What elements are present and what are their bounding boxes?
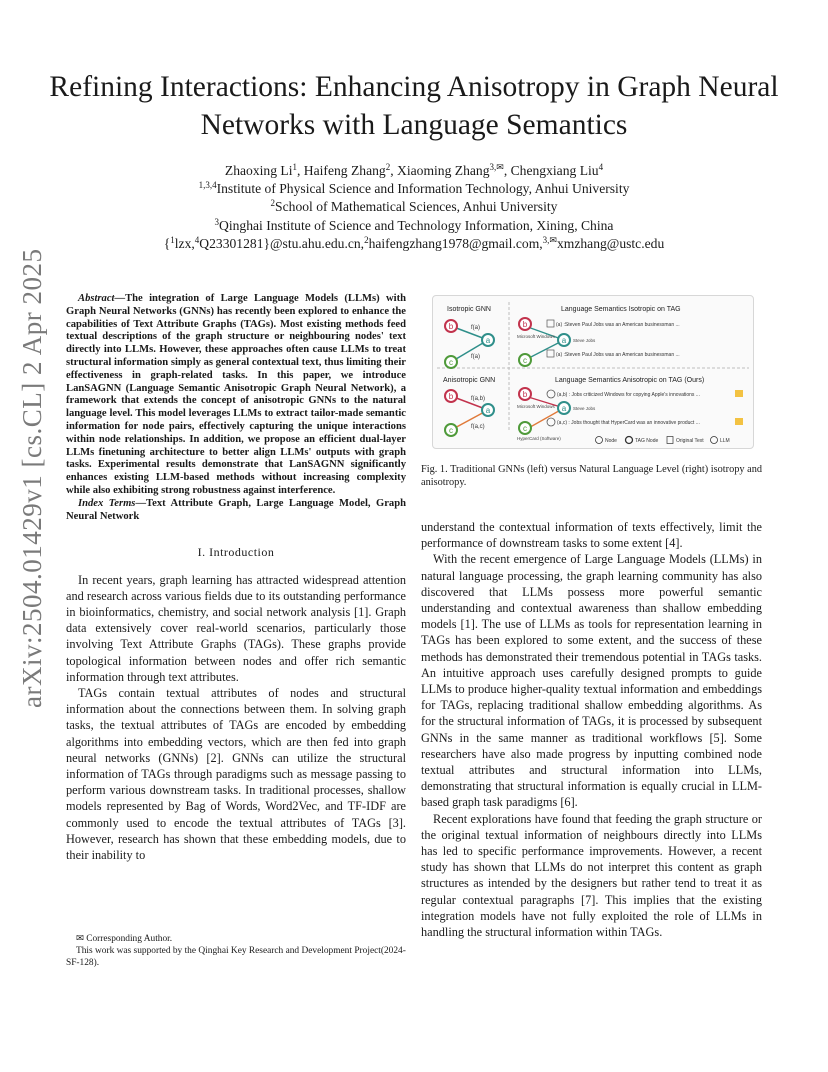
node-caption: Microsoft Windows — [517, 334, 555, 339]
index-terms-label: Index Terms — [78, 497, 136, 509]
abstract — [66, 293, 406, 498]
node-label: b — [448, 392, 454, 401]
legend-tag-node-icon — [626, 437, 633, 444]
paragraph: understand the contextual information of texts effectively, limit the performance of downstream tasks to some extent [4]. — [421, 520, 762, 551]
legend-node-icon — [596, 437, 603, 444]
author-name: Zhaoxing Li — [224, 163, 293, 178]
author-name: , Xiaoming Zhang — [390, 163, 490, 178]
node-caption: HyperCard (Software) — [517, 436, 561, 441]
index-terms-text: —Text Attribute Graph, Large Language Model, Graph Neural Network — [66, 497, 406, 522]
abstract-label: Abstract — [78, 293, 115, 304]
highlight-icon — [735, 418, 743, 425]
affiliation-marker: 1 — [292, 162, 297, 172]
author-name: , Chengxiang Liu — [503, 163, 599, 178]
author-emails: {$^1$lzx,$^4$Q23301281}@stu.ahu.edu.cn,$^2$haifengzhang1978@gmail.com,$^{3,✉}$xmzhang@ustc.edu — [163, 234, 665, 251]
highlight-icon — [735, 390, 743, 397]
figure-1 — [432, 295, 754, 449]
node-label: b — [448, 322, 454, 331]
paragraph: TAGs contain textual attributes of nodes and structural information about the connections between them. In solving graph tasks, the textual attributes of TAGs are encoded by embedding algorithms into embedding vectors, which are then fed into graph neural networks (GNNs) [2]. GNNs can utilize the structural information of TAGs through paradigms such as message passing to perform various downstream tasks. In traditional processes, shallow models represented by Bag of Words, Word2Vec, and TF-IDF are commonly used to encode the textual attributes of TAGs [3]. However, research has shown that these embedding models, due to their inability to — [66, 685, 406, 862]
paragraph: Recent explorations have found that feeding the graph structure or the original textual information of neighbours directly into LLMs has led to specific performance improvements. However, a recent study has shown that LLMs do not interpret this content as graph structures as intended by the designers but rather tend to treat it as regular contextual paragraphs [7]. This implies that the existing integration models have not fully exploited the role of LLMs in handling the structural information within TAGs. — [421, 811, 762, 940]
text-snippet: (a) :Steven Paul Jobs was an American businessman ... — [556, 322, 680, 328]
node-label: a — [561, 336, 567, 345]
left-column — [66, 293, 406, 863]
node-label: b — [522, 320, 528, 329]
affiliation-marker: 4 — [598, 162, 604, 172]
node-label: a — [485, 336, 491, 345]
function-label: f(a) — [471, 354, 480, 360]
footnote: ✉ Corresponding Author. — [76, 934, 173, 944]
function-label: f(a) — [471, 325, 480, 331]
abstract-text: —The integration of Large Language Models (LLMs) with Graph Neural Networks (GNNs) has recently been explored to enhance the capabilities of Text Attribute Graphs (TAGs). Most existing methods feed textual descriptions of the graph structure or neighbouring nodes' text directly into LLMs. However, these approaches often cause LLMs to treat structural information simply as general contextual text, thus limiting their effectiveness in graph-related tasks. In this paper, we introduce LanSAGNN (Language Semantic Anisotropic Graph Neural Network), a framework that extends the concept of anisotropic GNNs to the natural language level. This model leverages LLMs to extract tailor-made semantic information for node pairs, effectively capturing the unique interactions within node relationships. In addition, we propose an efficient dual-layer LLMs finetuning architecture to better align LLMs' outputs with graph tasks. Experimental results demonstrate that LanSAGNN significantly enhances existing LLM-based methods without increasing complexity while also exhibiting strong robustness against interference. — [66, 293, 406, 496]
document-icon — [547, 350, 554, 357]
legend-label: Original Text — [676, 438, 704, 444]
panel-title: Anisotropic GNN — [443, 377, 496, 384]
legend-label: Node — [605, 438, 617, 444]
legend-text-icon — [667, 437, 673, 444]
section-heading: I. Introduction — [197, 545, 275, 560]
function-label: f(a,b) — [471, 396, 486, 402]
paper-title: Refining Interactions: Enhancing Anisotropy in Graph Neural Networks with Language Semantics — [49, 71, 779, 141]
node-caption: Steve Jobs — [573, 338, 596, 343]
node-caption: Microsoft Windows — [517, 404, 555, 409]
node-label: a — [485, 406, 491, 415]
footnote: This work was supported by the Qinghai Key Research and Development Project(2024-SF-128). — [66, 946, 406, 968]
panel-title: Isotropic GNN — [447, 306, 491, 313]
legend — [596, 437, 730, 445]
right-column — [421, 519, 762, 940]
index-terms — [66, 498, 406, 524]
panel-title: Language Semantics Isotropic on TAG — [561, 306, 681, 313]
figure-diagram — [433, 296, 753, 448]
node-label: c — [523, 356, 527, 365]
arxiv-stamp: arXiv:2504.01429v1 [cs.CL] 2 Apr 2025 — [17, 248, 47, 708]
node-label: b — [522, 390, 528, 399]
paragraph: In recent years, graph learning has attracted widespread attention and research across various fields due to its outstanding performance in bioinformatics, chemistry, and social network analysis [1]. Graph data extensively cover real-world scenarios, particularly those involving Text Attribute Graphs (TAGs). These graphs provide topological information between nodes and offer rich semantic information through text attributes. — [66, 572, 406, 684]
affiliation-marker: 3,✉ — [489, 162, 504, 172]
panel-title: Language Semantics Anisotropic on TAG (Ours) — [555, 377, 705, 384]
node-label: c — [449, 358, 453, 367]
node-caption: Steve Jobs — [573, 406, 596, 411]
affiliation-2: $^2$School of Mathematical Sciences, Anhui University — [270, 198, 558, 215]
paragraph: With the recent emergence of Large Language Models (LLMs) in natural language processing, the graph learning community has also discovered that LLMs possess more powerful semantic understanding and contextual awareness than shallow embedding models [1]. The use of LLMs as tools for representation learning in TAGs has been explored to some extent, and the success of these methods has demonstrated their tremendous potential in TAGs tasks. An intuitive approach uses carefully designed prompts to guide LLMs to produce higher-quality textual information and embeddings for TAGs, replacing traditional shallow embedding algorithms. As for the structural information of TAGs, it is processed by subsequent GNNs in the same manner as traditional workflows [5]. Some researchers have also made progress by inputting combined node textual attributes and structural information into LLMs, demonstrating that structural information is equally crucial in LLM-based graph task paradigms [6]. — [421, 552, 762, 810]
document-icon — [547, 320, 554, 327]
figure-caption: Fig. 1. Traditional GNNs (left) versus Natural Language Level (right) isotropy and anisotropy. — [421, 464, 762, 489]
text-snippet: (a,b) : Jobs criticized Windows for copying Apple's innovations ... — [557, 392, 700, 398]
llm-icon — [547, 390, 555, 398]
legend-label: TAG Node — [635, 438, 659, 444]
function-label: f(a,c) — [471, 424, 485, 430]
node-label: a — [561, 404, 567, 413]
text-snippet: (a,c) : Jobs thought that HyperCard was an innovative product ... — [557, 420, 700, 426]
affiliation-1: $^{1,3,4}$Institute of Physical Science and Information Technology, Anhui University — [198, 180, 630, 197]
legend-label: LLM — [720, 438, 730, 444]
text-snippet: (a) :Steven Paul Jobs was an American businessman ... — [556, 352, 680, 358]
author-names — [40, 162, 788, 180]
affiliation-3: $^3$Qinghai Institute of Science and Technology Information, Xining, China — [214, 216, 614, 233]
node-label: c — [449, 426, 453, 435]
legend-llm-icon — [711, 437, 718, 444]
footnotes — [66, 933, 406, 969]
llm-icon — [547, 418, 555, 426]
author-block — [40, 162, 788, 253]
affiliation-marker: 2 — [385, 162, 391, 172]
author-name: , Haifeng Zhang — [297, 163, 386, 178]
node-label: c — [523, 424, 527, 433]
